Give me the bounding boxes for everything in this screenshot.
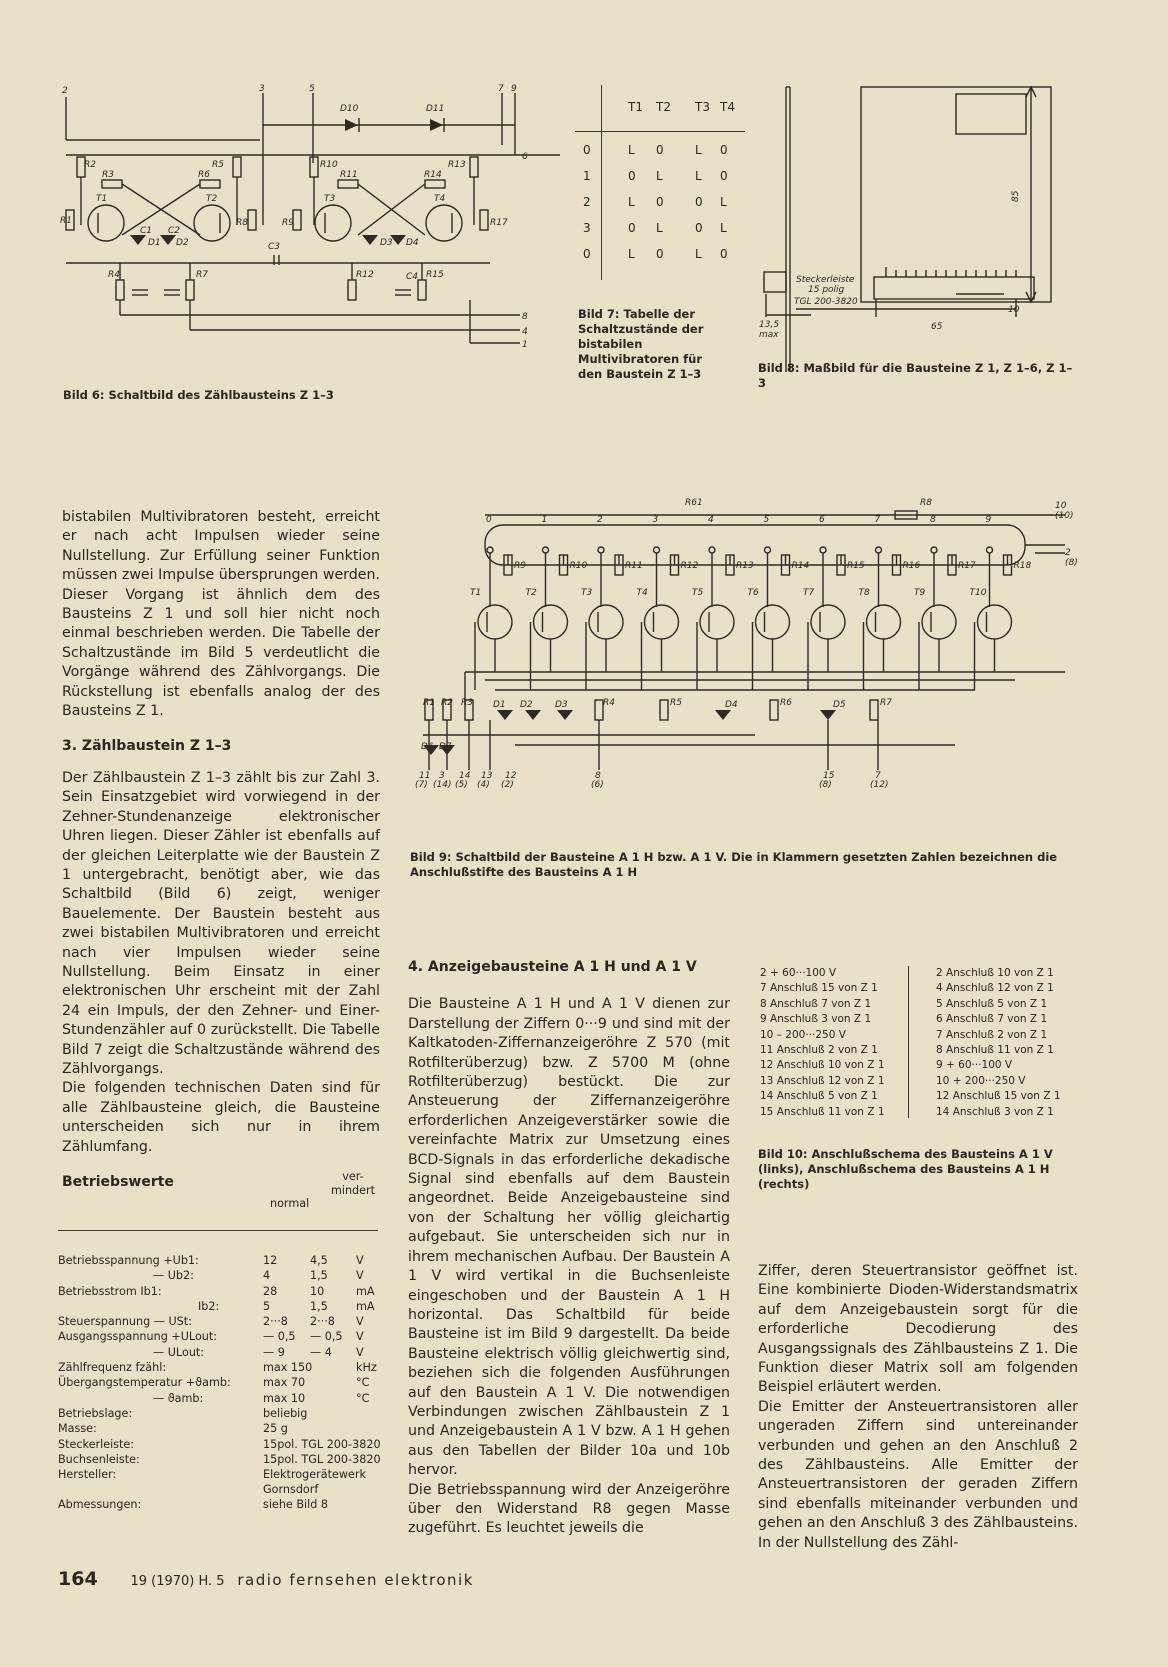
svg-text:8: 8 [595,771,601,781]
transistor-label: T5 [692,588,704,598]
svg-text:(4): (4) [477,780,490,790]
svg-text:D3: D3 [555,700,568,710]
bild7-cell: L [628,143,635,157]
bild7-cell: L [656,169,663,183]
betriebswerte-cell: 15pol. TGL 200-3820 [263,1452,381,1466]
transistor-label: T9 [914,588,926,598]
left-intro: bistabilen Multivibratoren besteht, erreicht er nach acht Impulsen wieder seine Nullstellung. Zur Erfüllung seiner Funktion müssen zwei Impulse übersprungen werden. Dieser Vorgang ist ähnlich dem des Bausteins Z 1 und soll hier nicht noch einmal beschrieben werden. Die Tabelle der Schaltzustände im Bild 5 verdeutlicht die Vorgänge während des Zählvorgangs. Die Rückstellung ist ebenfalls analog der des Bausteins Z 1. [62,509,380,720]
svg-text:D4: D4 [725,700,738,710]
dim-85: 85 [1011,190,1021,202]
digit-label: 1 [541,515,548,525]
svg-text:R17: R17 [490,218,508,228]
r61-label: R61 [685,498,703,508]
svg-text:R2: R2 [441,698,453,708]
betriebswerte-row [58,1268,388,1283]
svg-text:R13: R13 [448,160,466,170]
heading-anzeigebausteine: 4. Anzeigebausteine A 1 H und A 1 V [408,959,697,975]
anode-pin [820,547,826,553]
bild7-header: T3 [695,100,710,114]
connection-row: 8 Anschluß 7 von Z 1 [760,997,872,1010]
betriebswerte-cell: 4,5 [310,1254,328,1267]
betriebswerte-cell: siehe Bild 8 [263,1498,329,1512]
resistor-label: R14 [791,561,810,571]
resistor-label: R17 [958,561,976,571]
betriebswerte-cell: — ULout: [153,1345,205,1359]
bild10-divider [908,966,909,1118]
betriebswerte-cell: Zählfrequenz fzähl: [58,1361,167,1375]
betriebswerte-row [58,1253,388,1268]
transistor [756,605,790,639]
middle-body: Die Bausteine A 1 H und A 1 V dienen zur Darstellung der Ziffern 0···9 und sind mit der Kaltkatoden-Ziffernanzeigeröhre Z 570 (mit Rotfilterüberzug) bzw. Z 5700 M (ohne Rotfilterüberzug) bestückt. Die zur Ansteuerung der Ziffernanzeigeröhre erforderlichen Anzeigeverstärker sowie die vereinfachte Matrix zur Umsetzung eines BCD-Signals in das erforderliche dekadische Signal sind ebenfalls auf dem Baustein angeordnet. Beide Anzeigebausteine sind von der Schaltung her völlig gleichartig aufgebaut. Sie unterscheiden sich nur in ihrem mechanischen Aufbau. Der Baustein A 1 V wird vertikal in die Buchsenleiste eingeschoben und der Baustein A 1 H horizontal. Das Schaltbild für beide Bausteine ist im Bild 9 dargestellt. Da beide Bausteine elektrisch völlig gleichwertig sind, beziehen sich die folgenden Ausführungen auf den Baustein A 1 V. Die notwendigen Verbindungen zwischen Zählbaustein Z 1 und Anzeigebaustein A 1 V bzw. A 1 H gehen aus den Tabellen der Bilder 10a und 10b hervor. [408,996,730,1479]
middle-column [408,958,730,1539]
svg-text:R7: R7 [196,270,208,280]
digit-label: 3 [652,515,659,525]
col-vermindert: ver- mindert [330,1170,376,1197]
betriebswerte-cell: — Ub2: [153,1269,194,1283]
betriebswerte-cell: Ausgangsspannung +ULout: [58,1330,218,1344]
svg-text:T3: T3 [324,194,336,204]
connection-row: 12 Anschluß 15 von Z 1 [936,1090,1061,1103]
svg-text:12: 12 [505,771,517,781]
dim-10: 10 [1008,305,1020,315]
svg-text:C2: C2 [168,226,181,236]
journal-name: radio fernsehen elektronik [237,1571,474,1589]
transistor-label: T2 [525,588,537,598]
digit-label: 6 [819,515,825,525]
betriebswerte-cell: Elektrogerätewerk Gornsdorf [263,1468,366,1497]
anode-pin [654,547,660,553]
betriebswerte-row [58,1314,388,1329]
svg-text:(14): (14) [433,780,452,790]
svg-text:R1: R1 [423,698,435,708]
svg-text:D3: D3 [380,238,393,248]
svg-text:R5: R5 [212,160,224,170]
betriebswerte-cell: 28 [263,1284,278,1298]
betriebswerte-cell: — 0,5 [263,1330,296,1344]
connection-row: 4 Anschluß 12 von Z 1 [936,982,1054,995]
bild7-cell: L [695,169,702,183]
svg-text:C1: C1 [140,226,153,236]
betriebswerte-cell: V [356,1269,364,1283]
bild10-caption: Bild 10: Anschlußschema des Bausteins A 1 V (links), Anschlußschema des Bausteins A 1 H (rechts) [758,1147,1053,1191]
svg-text:14: 14 [459,771,471,781]
betriebswerte-cell: max 10 [263,1391,306,1405]
page-footer [58,1568,474,1590]
svg-text:R4: R4 [108,270,120,280]
bild6-schematic [60,85,560,385]
connection-row: 11 Anschluß 2 von Z 1 [760,1044,878,1057]
betriebswerte-cell: Steckerleiste: [58,1437,135,1451]
left-body2: Die folgenden technischen Daten sind für alle Zählbausteine gleich, die Bausteine unterscheiden sich nur in ihrem Zählumfang. [62,1080,380,1155]
svg-text:(10): (10) [1055,511,1074,521]
transistor-label: T6 [747,588,759,598]
bild7-cell: 0 [583,247,591,261]
svg-text:11: 11 [419,771,431,781]
betriebswerte-cell: Abmessungen: [58,1498,142,1512]
svg-text:3: 3 [259,84,265,94]
betriebswerte-cell: — ϑamb: [153,1391,204,1405]
betriebswerte-cell: mA [356,1284,375,1298]
bild7-header: T4 [720,100,735,114]
bild7-cell: 0 [656,247,664,261]
svg-text:(8): (8) [819,780,832,790]
betriebswerte-cell: V [356,1254,364,1267]
betriebswerte-cell: — 0,5 [310,1330,343,1344]
svg-text:D2: D2 [176,238,189,248]
svg-text:R3: R3 [461,698,473,708]
connection-row: 7 Anschluß 2 von Z 1 [936,1028,1048,1041]
bild7-header: T2 [656,100,671,114]
heading-zaehlbaustein-z1-3: 3. Zählbaustein Z 1–3 [62,738,232,755]
betriebswerte-row [58,1437,388,1452]
betriebswerte-cell: 2···8 [310,1315,335,1329]
transistor-label: T1 [470,588,482,598]
connection-row: 14 Anschluß 5 von Z 1 [760,1090,878,1103]
svg-text:R6: R6 [780,698,792,708]
resistor-label: R16 [902,561,921,571]
svg-text:R10: R10 [320,160,338,170]
right-body2: Die Emitter der Ansteuertransistoren aller ungeraden Ziffern sind untereinander verbunden und gehen an den Anschluß 2 des Zählbausteins. Alle Emitter der Ansteuertransistoren der geraden Ziffern sind ebenfalls miteinander verbunden und gehen an den Anschluß 3 des Zählbausteins. In der Nullstellung des Zähl- [758,1398,1078,1551]
transistor-label: T8 [858,588,870,598]
bild7-cell: 0 [656,195,664,209]
betriebswerte-cell: 10 [310,1284,325,1298]
resistor-label: R9 [514,561,526,571]
transistor [867,605,901,639]
transistor [700,605,734,639]
resistor-label: R13 [736,561,754,571]
betriebswerte-cell: 12 [263,1254,278,1267]
bild7-caption: Bild 7: Tabelle der Schaltzustände der bistabilen Multivibratoren für den Baustein Z 1–3 [578,307,704,381]
anode-pin [487,547,493,553]
svg-text:R15: R15 [426,270,444,280]
svg-text:D7: D7 [439,742,452,752]
svg-text:D2: D2 [520,700,533,710]
svg-text:R2: R2 [84,160,96,170]
betriebswerte-cell: — 4 [310,1345,332,1359]
transistor-label: T10 [969,588,987,598]
left-column [62,508,380,1192]
svg-text:R14: R14 [424,170,442,180]
betriebswerte-row [58,1375,388,1390]
betriebswerte-cell: Betriebslage: [58,1406,133,1420]
svg-text:2: 2 [1065,548,1071,558]
svg-text:R9: R9 [282,218,294,228]
digit-label: 2 [597,515,603,525]
connection-row: 2 + 60···100 V [760,967,837,979]
transistor [978,605,1012,639]
svg-text:7: 7 [498,84,504,94]
betriebswerte-cell: Betriebsstrom Ib1: [58,1284,162,1298]
digit-label: 4 [708,515,714,525]
r8-label: R8 [920,498,932,508]
bild7-cell: L [695,247,702,261]
betriebswerte-cell: 25 g [263,1422,288,1436]
connection-row: 6 Anschluß 7 von Z 1 [936,1013,1048,1026]
bild10-left-list [760,966,885,1120]
col-normal: normal [270,1197,310,1210]
transistor [645,605,679,639]
connection-row: 12 Anschluß 10 von Z 1 [760,1059,885,1072]
bild7-cell: 1 [583,169,591,183]
betriebswerte-row [58,1329,388,1344]
connection-row: 10 – 200···250 V [760,1028,846,1041]
betriebswerte-row [58,1497,388,1512]
svg-text:5: 5 [309,84,315,94]
bild7-cell: 0 [583,143,591,157]
bild9-schematic [415,495,1085,835]
betriebswerte-cell: V [356,1330,364,1344]
svg-text:C3: C3 [268,242,281,252]
connection-row: 15 Anschluß 11 von Z 1 [760,1105,885,1118]
transistor [534,605,568,639]
betriebswerte-row [58,1299,388,1314]
svg-text:D4: D4 [406,238,419,248]
betriebswerte-cell: mA [356,1299,375,1313]
connection-row: 7 Anschluß 15 von Z 1 [760,982,878,995]
transistor-label: T7 [803,588,815,598]
betriebswerte-cell: max 150 [263,1361,313,1375]
bild7-cell: 0 [720,169,728,183]
svg-text:10: 10 [1055,501,1067,511]
transistor [478,605,512,639]
svg-text:D6: D6 [421,742,434,752]
svg-text:1: 1 [522,340,528,350]
connection-row: 10 + 200···250 V [936,1074,1026,1087]
betriebswerte-row [58,1284,388,1299]
bild7-cell: 0 [695,221,703,235]
svg-text:R5: R5 [670,698,682,708]
betriebswerte-cell: beliebig [263,1406,308,1420]
svg-text:(5): (5) [455,780,468,790]
anode-pin [598,547,604,553]
svg-text:R6: R6 [198,170,210,180]
transistor-label: T3 [581,588,593,598]
bild7-cell: L [656,221,663,235]
right-body: Ziffer, deren Steuertransistor geöffnet ist. Eine kombinierte Dioden-Widerstandsmatrix auf dem Anzeigebaustein sorgt für die erforderliche Decodierung des Ausgangssignals des Zählbausteins Z 1. Die Funktion dieser Matrix soll am folgenden Beispiel erläutert werden. [758,1263,1078,1396]
bild7-cell: 3 [583,221,591,235]
bild9-caption: Bild 9: Schaltbild der Bausteine A 1 H bzw. A 1 V. Die in Klammern gesetzten Zahlen bezeichnen die Anschlußstifte des Bausteins A 1 H [410,850,1058,879]
betriebswerte-row [58,1452,388,1467]
svg-text:R7: R7 [880,698,892,708]
digit-label: 7 [874,515,881,525]
betriebswerte-cell: — 9 [263,1345,285,1359]
svg-text:7: 7 [875,771,881,781]
svg-text:T4: T4 [434,194,446,204]
svg-text:R11: R11 [340,170,358,180]
bild8-caption: Bild 8: Maßbild für die Bausteine Z 1, Z 1–6, Z 1–3 [758,361,1073,390]
anode-pin [876,547,882,553]
svg-text:R8: R8 [236,218,248,228]
connection-row: 9 + 60···100 V [936,1059,1013,1072]
betriebswerte-row [58,1421,388,1436]
svg-text:6: 6 [522,152,528,162]
bild7-cell: 0 [628,221,636,235]
bild7-cell: 2 [583,195,591,209]
svg-text:C4: C4 [406,272,419,282]
bild7-cell: L [720,221,727,235]
dim-13-5: 13,5 [759,320,780,330]
betriebswerte-cell: 1,5 [310,1269,328,1283]
bild7-cell: 0 [720,143,728,157]
issue-number: 19 (1970) H. 5 [130,1574,225,1589]
betriebswerte-cell: Buchsenleiste: [58,1452,140,1466]
betriebswerte-cell: V [356,1315,364,1329]
betriebswerte-cell: Ib2: [198,1299,220,1313]
betriebswerte-cell: Masse: [58,1422,97,1436]
connection-row: 14 Anschluß 3 von Z 1 [936,1105,1054,1118]
betriebswerte-cell: 1,5 [310,1299,328,1313]
bild7-cell: 0 [720,247,728,261]
betriebswerte-row [58,1391,388,1406]
resistor-label: R10 [569,561,588,571]
digit-label: 0 [486,515,492,525]
bild10-right-list [936,966,1061,1120]
betriebswerte-cell: Steuerspannung — USt: [58,1315,192,1329]
resistor-label: R18 [1013,561,1032,571]
anode-pin [765,547,771,553]
anode-pin [709,547,715,553]
betriebswerte-row [58,1406,388,1421]
svg-text:(12): (12) [870,780,889,790]
svg-text:R3: R3 [102,170,114,180]
anode-pin [543,547,549,553]
betriebswerte-cell: °C [356,1391,370,1405]
svg-text:(8): (8) [1065,558,1078,568]
transistor [922,605,956,639]
svg-text:D1: D1 [148,238,161,248]
svg-text:R4: R4 [603,698,615,708]
bild7-cell: L [628,195,635,209]
betriebswerte-cell: °C [356,1376,370,1390]
digit-label: 8 [930,515,936,525]
anode-pin [987,547,993,553]
bild7-cell: 0 [628,169,636,183]
svg-text:R1: R1 [60,216,72,226]
connection-row: 8 Anschluß 11 von Z 1 [936,1044,1054,1057]
svg-text:13: 13 [481,771,493,781]
betriebswerte-cell: kHz [356,1361,377,1375]
digit-label: 9 [985,515,992,525]
bild8-dimension-drawing [756,82,1056,352]
connection-row: 9 Anschluß 3 von Z 1 [760,1013,872,1026]
bild7-cell: L [628,247,635,261]
betriebswerte-cell: 15pol. TGL 200-3820 [263,1437,381,1451]
svg-text:D5: D5 [833,700,846,710]
betriebswerte-cell: max 70 [263,1376,306,1390]
bild7-cell: L [720,195,727,209]
middle-body2: Die Betriebsspannung wird der Anzeigeröhre über den Widerstand R8 gegen Masse zugeführt. Es leuchtet jeweils die [408,1481,730,1537]
connection-row: 13 Anschluß 12 von Z 1 [760,1074,885,1087]
betriebswerte-cell: 2···8 [263,1315,288,1329]
betriebswerte-row [58,1467,388,1497]
resistor-label: R11 [625,561,643,571]
svg-text:8: 8 [522,312,528,322]
svg-text:R12: R12 [356,270,374,280]
svg-text:D1: D1 [493,700,506,710]
heading-betriebswerte: Betriebswerte [62,1174,174,1190]
anode-pin [931,547,937,553]
svg-text:D11: D11 [426,104,445,114]
svg-text:2: 2 [62,86,68,96]
connector-label-3: TGL 200-3820 [794,297,858,307]
dim-max: max [759,330,779,340]
svg-text:9: 9 [511,84,517,94]
betriebswerte-cell: 4 [263,1269,271,1283]
svg-text:(6): (6) [591,780,604,790]
svg-text:(2): (2) [501,780,514,790]
svg-text:T1: T1 [96,194,108,204]
betriebswerte-cell: V [356,1345,364,1359]
connector-label-1: Steckerleiste [796,275,855,285]
betriebswerte-cell: 5 [263,1299,271,1313]
svg-text:(7): (7) [415,780,428,790]
connection-row: 5 Anschluß 5 von Z 1 [936,997,1048,1010]
bild7-cell: 0 [656,143,664,157]
betriebswerte-cell: Hersteller: [58,1468,117,1482]
betriebswerte-cell: Übergangstemperatur +ϑamb: [58,1376,231,1390]
betriebswerte-cell: Betriebsspannung +Ub1: [58,1254,199,1267]
bild7-header: T1 [628,100,643,114]
svg-text:15: 15 [823,771,835,781]
resistor-label: R12 [680,561,699,571]
svg-text:3: 3 [439,771,445,781]
bild6-caption: Bild 6: Schaltbild des Zählbausteins Z 1–3 [63,388,334,402]
resistor-label: R15 [847,561,865,571]
svg-text:T2: T2 [206,194,218,204]
dim-65: 65 [931,322,943,332]
right-column [758,1262,1078,1553]
bild7-cell: 0 [695,195,703,209]
connection-row: 2 Anschluß 10 von Z 1 [936,967,1054,979]
transistor-label: T4 [636,588,648,598]
bild7-table-frame [575,85,745,280]
svg-text:4: 4 [522,327,528,337]
left-body: Der Zählbaustein Z 1–3 zählt bis zur Zahl 3. Sein Einsatzgebiet wird vorwiegend in der Zehner-Stundenanzeige elektronischer Uhren liegen. Dieser Zähler ist ebenfalls auf der gleichen Leiterplatte wie der Baustein Z 1 untergebracht, benötigt aber, wie das Schaltbild (Bild 6) zeigt, weniger Bauelemente. Der Baustein besteht aus zwei bistabilen Multivibratoren und erreicht nach vier Impulsen wieder seine Nullstellung. Beim Einsatz in einer elektronischen Uhr erscheint mit der Zahl 24 ein Impuls, der den Zehner- und Einer-Stundenzähler auf 0 zurückstellt. Die Tabelle Bild 7 zeigt die Schaltzustände während des Zählvorgangs. [62,769,380,1077]
connector-label-2: 15 polig [808,285,845,295]
bild7-cell: L [695,143,702,157]
transistor [589,605,623,639]
transistor [811,605,845,639]
betriebswerte-row [58,1345,388,1360]
digit-label: 5 [763,515,770,525]
svg-text:D10: D10 [340,104,359,114]
betriebswerte-row [58,1360,388,1375]
page-number: 164 [58,1568,98,1590]
